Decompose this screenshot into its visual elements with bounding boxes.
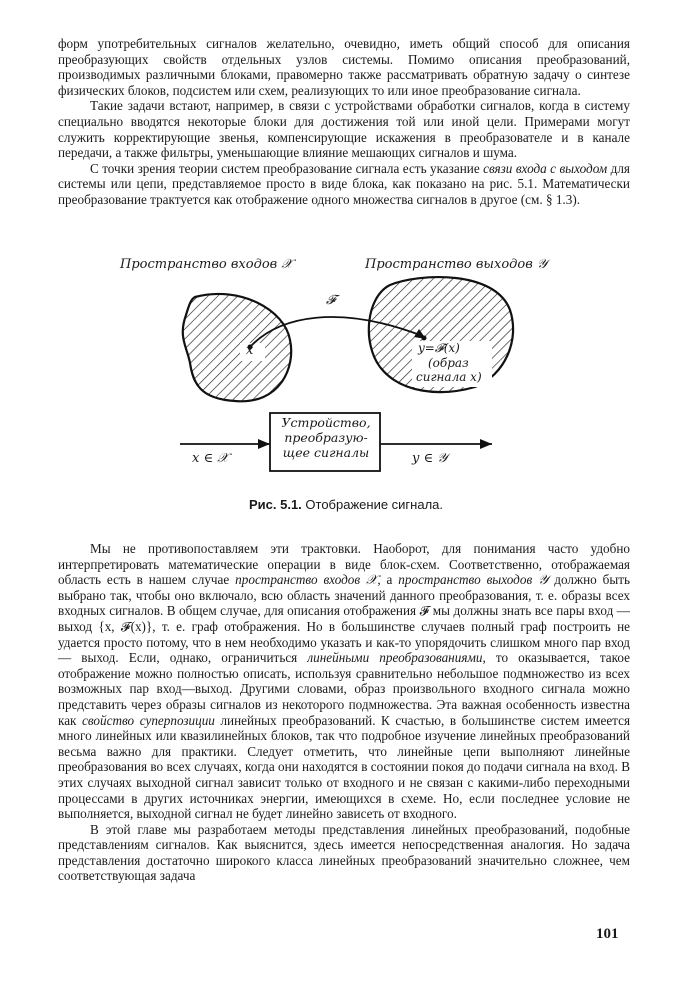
paragraph-3: С точки зрения теории систем преобразование сигнала есть указание связи входа с выходом для системы или цепи, представляемое просто в виде блока, как показано на рис. 5.1. Математически преобразование трактуется как отображение одного множества сигналов в другое (см. § 1.3). bbox=[58, 160, 630, 207]
device-block-text bbox=[272, 415, 380, 460]
input-space-blob bbox=[183, 294, 291, 401]
output-arrow-label: y ∈ 𝒴 bbox=[412, 451, 448, 466]
y-image-caption-1: (образ bbox=[428, 356, 469, 370]
y-image-caption-2: сигнала x) bbox=[416, 370, 482, 384]
device-block-line-2: преобразую- bbox=[284, 430, 368, 445]
caption-number: Рис. 5.1. bbox=[248, 497, 302, 512]
output-space-label: Пространство выходов 𝒴 bbox=[365, 257, 548, 272]
paragraph-5: В этой главе мы разработаем методы представления линейных преобразований, подобные представлениям сигналов. Как выяснится, здесь имеется непосредственная аналогия. Но задача представления достаточно широкого класса линейных преобразований значительно сложнее, чем соответствующая задача bbox=[58, 821, 630, 884]
input-arrow-label: x ∈ 𝒳 bbox=[192, 451, 229, 466]
figure-caption bbox=[0, 497, 692, 512]
mapping-label: 𝓕 bbox=[326, 293, 336, 308]
output-arrowhead bbox=[480, 439, 492, 449]
input-space-label: Пространство входов 𝒳 bbox=[120, 257, 293, 272]
figure-5-1 bbox=[100, 255, 600, 495]
y-point bbox=[422, 336, 427, 341]
device-block-line-3: щее сигналы bbox=[282, 445, 370, 460]
paragraph-1: форм употребительных сигналов желательно, очевидно, иметь общий способ для описания преобразующих свойств отдельных узлов системы. Помимо описания преобразований, производимых различными блоками, правомерно также рассматривать обратную задачу о синтезе физических блоков, подсистем или схем, реализующих то или иное преобразование сигнала. bbox=[58, 36, 630, 98]
caption-text: Отображение сигнала. bbox=[301, 497, 444, 512]
text-block-top bbox=[58, 36, 630, 208]
paragraph-2: Такие задачи встают, например, в связи с устройствами обработки сигналов, когда в систему специально вводятся некоторые блоки для достижения той или иной цели. Примерами могут служить корректирующие звенья, компенсирующие искажения в преобразователе и в канале передачи, а также фильтры, уменьшающие влияние мешающих сигналов и шума. bbox=[58, 98, 630, 161]
device-block-line-1: Устройство, bbox=[281, 415, 371, 430]
text-block-bottom bbox=[58, 541, 630, 884]
input-arrowhead bbox=[258, 439, 270, 449]
paragraph-4: Мы не противопоставляем эти трактовки. Наоборот, для понимания часто удобно интерпретировать математические операции в виде блок-схем. Соответственно, отображаемая область есть в нашем случае пространство входов 𝒳, а пространство выходов 𝒴 должно быть выбрано так, чтобы оно включало, всю область значений данного преобразования, т. е. образы всех входных сигналов. В общем случае, для описания отображения 𝓕 мы должны знать все пары вход — выход {x, 𝓕(x)}, т. е. граф отображения. Но в большинстве случаев полный граф построить не удается просто потому, что в нем необходимо указать и как-то упорядочить слишком много пар вход — выход. Если, однако, ограничиться линейными преобразованиями, то оказывается, такое отображение можно полностью описать, используя сравнительно небольшое подмножество из всех возможных пар вход—выход. Другими словами, образ произвольного входного сигнала можно представить через образы сигналов из некоторого подмножества. Эта важная особенность известна как свойство суперпозиции линейных преобразований. К счастью, в большинстве систем имеется много линейных или квазилинейных блоков, так что подробное изучение линейных преобразований весьма важно для практики. Следует отметить, что линейные цепи выполняют линейные преобразования во всех случаях, когда они находятся в состоянии покоя до подачи сигнала на вход. В этих случаях выходной сигнал зависит только от входного и не связан с какими-либо переходными процессами в других источниках энергии, имеющихся в схеме. Но, если последнее условие не выполняется, выходной сигнал не будет линейно зависеть от входного. bbox=[58, 541, 631, 822]
page-number: 101 bbox=[596, 926, 619, 942]
x-point-label: x bbox=[246, 343, 254, 358]
y-image-label: y=𝓕(x) bbox=[418, 341, 460, 355]
